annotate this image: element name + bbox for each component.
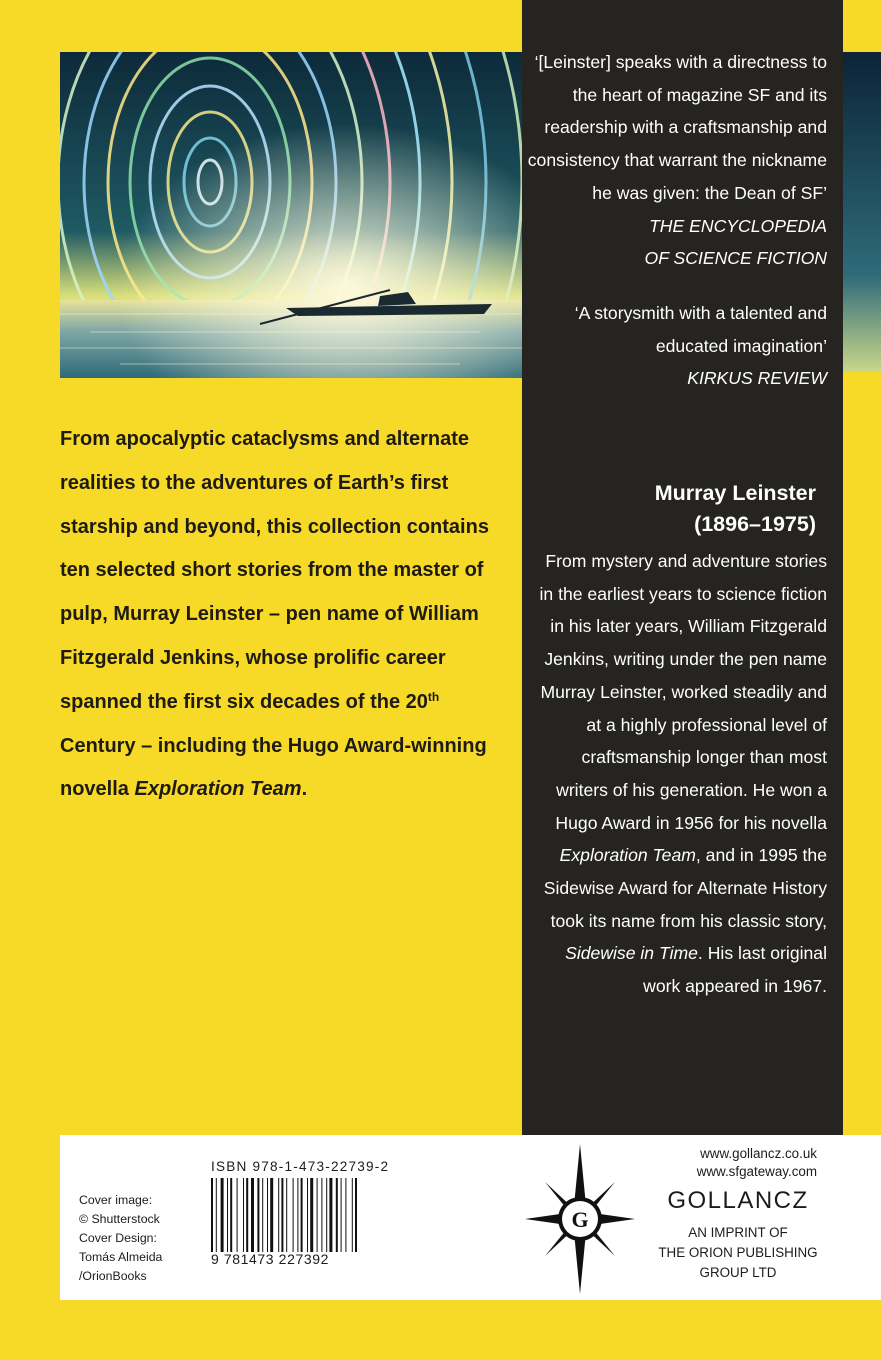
barcode-bar [317,1178,318,1252]
blurb-text: . [301,778,308,801]
publisher-url-gollancz[interactable]: www.gollancz.co.uk [700,1146,817,1161]
author-heading [526,478,816,540]
cover-image-value: © Shutterstock [79,1212,160,1226]
publisher-name: GOLLANCZ [667,1187,809,1214]
barcode-bar [227,1178,228,1252]
imprint-line: THE ORION PUBLISHING [658,1245,818,1260]
author-years: (1896–1975) [694,512,816,536]
barcode-bar [352,1178,353,1252]
barcode-digits: 9 781473 227392 [211,1251,329,1267]
barcode-bar [246,1178,248,1252]
publisher-urls [697,1145,817,1181]
barcode-bar [270,1178,273,1252]
barcode-bar [293,1178,294,1252]
barcode-bar [301,1178,303,1252]
imprint-text [638,1223,838,1283]
bio-title-sidewise-in-time: Sidewise in Time [565,943,698,964]
cover-image-label: Cover image: [79,1193,153,1207]
quote-source: KIRKUS REVIEW [687,368,827,389]
quote-encyclopedia [527,46,827,275]
barcode-bar [230,1178,232,1252]
cover-design-org: /OrionBooks [79,1269,147,1283]
barcode-bar [307,1178,308,1252]
barcode-bar [355,1178,357,1252]
barcode-bar [267,1178,268,1252]
review-quotes [527,46,827,395]
quote-source: OF SCIENCE FICTION [644,248,827,269]
cover-credits [79,1191,162,1286]
barcode-bar [326,1178,327,1252]
barcode-bar [310,1178,313,1252]
publisher-url-sfgateway[interactable]: www.sfgateway.com [696,1164,817,1179]
barcode-bar [336,1178,338,1252]
bio-title-exploration-team: Exploration Team [559,845,696,866]
imprint-line: AN IMPRINT OF [688,1225,788,1240]
barcode-bar [278,1178,279,1252]
barcode-bar [237,1178,238,1252]
barcode-bar [262,1178,263,1252]
isbn-label: ISBN 978-1-473-22739-2 [211,1159,390,1174]
star-trails-scene [60,52,522,378]
barcode-bar [281,1178,283,1252]
barcode-bar [211,1178,213,1252]
book-blurb [60,418,500,812]
blurb-superscript: th [427,689,440,704]
quote-text: ‘[Leinster] speaks with a directness to the heart of magazine SF and its readership with a craftsmanship and consistency that warrant the nickname he was given: the Dean of SF’ [527,52,827,203]
bio-text: , and in 1995 the Sidewise Award for Alternate History took its name from his classic story, [543,845,827,931]
author-panel [522,0,843,1135]
barcode-bar [243,1178,244,1252]
spine-art [843,52,881,372]
logo-letter: G [571,1207,589,1232]
cover-illustration [60,52,522,378]
barcode-bar [341,1178,342,1252]
barcode-bar [216,1178,217,1252]
compass-logo-icon [525,1144,635,1294]
barcode-bar [221,1178,224,1252]
publisher-bar [60,1135,881,1300]
author-name: Murray Leinster [654,481,816,505]
barcode-bar [321,1178,322,1252]
cover-design-name: Tomás Almeida [79,1250,163,1264]
barcode-bar [286,1178,287,1252]
spine-art-strip [843,52,881,372]
blurb-title: Exploration Team [134,778,302,801]
isbn-barcode [211,1178,401,1252]
quote-source: THE ENCYCLOPEDIA [649,215,827,236]
bio-text: . His last original work appeared in 1967. [643,943,827,997]
quote-kirkus [527,297,827,395]
blurb-text: From apocalyptic cataclysms and alternate realities to the adventures of Earth’s first starship and beyond, this collection contains ten selected short stories from the master of pulp, Murray Leinster – pen name of William Fitzgerald Jenkins, whose prolific career spanned the first six decades of the 20 [60,428,489,713]
author-biography [527,545,827,1003]
blurb-text: Century – including the Hugo Award-winning novella [60,734,487,801]
barcode-bar [297,1178,298,1252]
barcode-bar [257,1178,259,1252]
imprint-line: GROUP LTD [699,1265,777,1280]
barcode-bar [251,1178,254,1252]
cover-design-label: Cover Design: [79,1231,157,1245]
barcode-bar [345,1178,346,1252]
barcode-bar [329,1178,332,1252]
bio-text: From mystery and adventure stories in the earliest years to science fiction in his later years, William Fitzgerald Jenkins, writing under the pen name Murray Leinster, worked steadily and at a highly professional level of craftsmanship longer than most writers of his generation. He won a Hugo Award in 1956 for his novella [539,551,827,833]
quote-text: ‘A storysmith with a talented and educated imagination’ [574,302,827,356]
